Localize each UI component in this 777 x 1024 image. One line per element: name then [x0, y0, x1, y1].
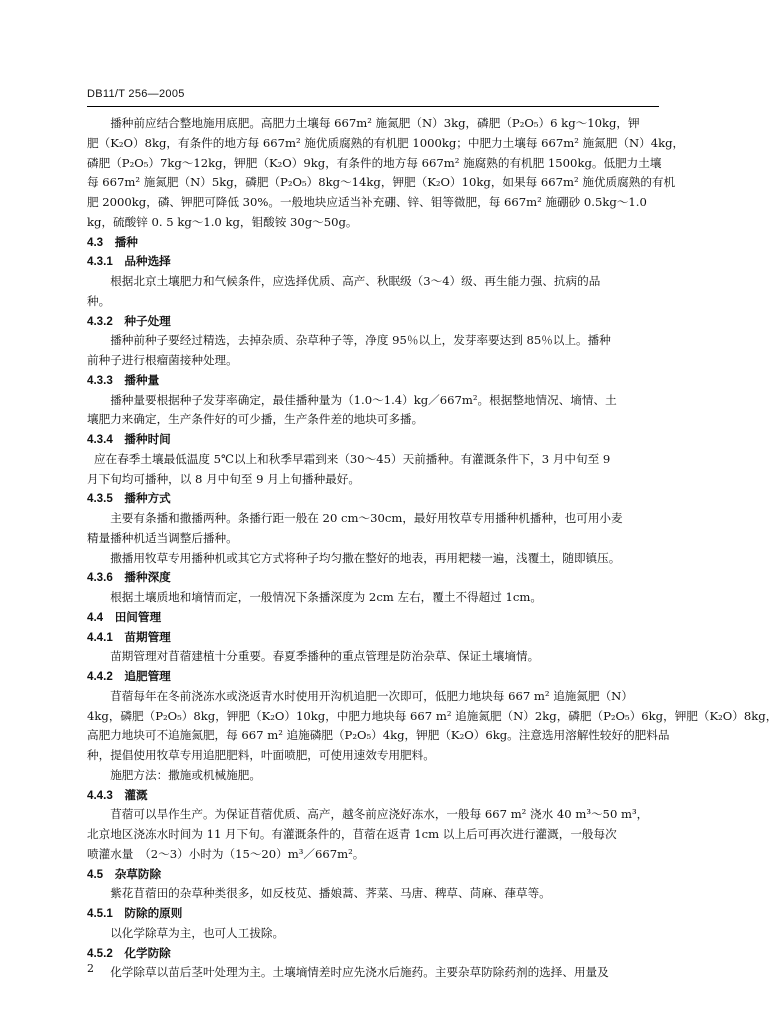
body-text-line: 高肥力地块可不追施氮肥，每 667 m² 追施磷肥（P₂O₅）4kg，钾肥（K₂O）6kg。注意选用溶解性较好的肥料品	[87, 728, 670, 743]
body-text-line: 4kg，磷肥（P₂O₅）8kg，钾肥（K₂O）10kg，中肥力地块每 667 m² 追施氮肥（N）2kg，磷肥（P₂O₅）6kg，钾肥（K₂O）8kg，	[87, 708, 777, 723]
body-text-line: 应在春季土壤最低温度 5℃以上和秋季早霜到来（30～45）天前播种。有灌溉条件下，3 月中旬至 9	[94, 451, 611, 466]
body-text-line: 苜蓿可以旱作生产。为保证苜蓿优质、高产，越冬前应浇好冻水，一般每 667 m² 浇水 40 m³～50 m³，	[110, 807, 649, 822]
body-text-line: 前种子进行根瘤菌接种处理。	[87, 353, 238, 367]
body-text-line: 根据北京土壤肥力和气候条件，应选择优质、高产、秋眠级（3～4）级、再生能力强、抗病的品	[110, 274, 601, 288]
body-text-line: 化学除草以苗后茎叶处理为主。土壤墒情差时应先浇水后施药。主要杂草防除药剂的选择、用量及	[110, 965, 609, 980]
section-heading: 4.3.3 播种量	[87, 373, 160, 387]
body-text-line: 播种量要根据种子发芽率确定，最佳播种量为（1.0～1.4）kg／667m²。根据整地情况、墒情、土	[110, 392, 617, 407]
section-heading: 4.3.5 播种方式	[87, 492, 171, 506]
section-heading: 4.3 播种	[87, 235, 138, 249]
section-heading: 4.4.2 追肥管理	[87, 670, 171, 683]
body-text-line: 肥（K₂O）8kg，有条件的地方每 667m² 施优质腐熟的有机肥 1000kg；中肥力土壤每 667m² 施氮肥（N）4kg，	[87, 135, 685, 150]
body-text-line: 北京地区浇冻水时间为 11 月下旬。有灌溉条件的，苜蓿在返青 1cm 以上后可再次进行灌溉，一般每次	[87, 827, 617, 841]
body-text-line: 播种前种子要经过精选，去掉杂质、杂草种子等，净度 95％以上，发芽率要达到 85％以上。播种	[110, 333, 611, 348]
section-heading: 4.5 杂草防除	[87, 867, 162, 881]
body-text-line: 撒播用牧草专用播种机或其它方式将种子均匀撒在整好的地表，再用耙耧一遍，浅覆土，随即镇压。	[110, 550, 621, 565]
body-text-line: 主要有条播和撒播两种。条播行距一般在 20 cm～30cm，最好用牧草专用播种机播种，也可用小麦	[110, 511, 623, 525]
body-text-line: 月下旬均可播种，以 8 月中旬至 9 月上旬播种最好。	[87, 471, 360, 486]
section-heading: 4.3.2 种子处理	[87, 314, 171, 328]
body-text-line: 精量播种机适当调整后播种。	[87, 530, 238, 545]
body-text-line: 紫花苜蓿田的杂草种类很多，如反枝苋、播娘蒿、荠菜、马唐、稗草、苘麻、葎草等。	[110, 886, 551, 901]
body-text-line: 壤肥力来确定，生产条件好的可少播，生产条件差的地块可多播。	[87, 412, 424, 427]
document-body	[87, 114, 777, 983]
body-text-line: 根据土壤质地和墒情而定，一般情况下条播深度为 2cm 左右，覆土不得超过 1cm。	[110, 590, 542, 604]
body-text-line: kg，硫酸锌 0. 5 kg～1.0 kg，钼酸铵 30g～50g。	[87, 214, 358, 229]
document-code-header: DB11/T 256—2005	[87, 88, 185, 100]
body-text-line: 施肥方法：撒施或机械施肥。	[110, 767, 261, 782]
body-text-line: 每 667m² 施氮肥（N）5kg，磷肥（P₂O₅）8kg～14kg，钾肥（K₂O）10kg，如果每 667m² 施优质腐熟的有机	[87, 175, 676, 190]
section-heading: 4.4 田间管理	[87, 610, 162, 624]
section-heading: 4.3.1 品种选择	[87, 255, 171, 269]
body-text-line: 以化学除草为主，也可人工拔除。	[110, 925, 285, 940]
section-heading: 4.3.4 播种时间	[87, 433, 171, 446]
body-text-line: 磷肥（P₂O₅）7kg～12kg，钾肥（K₂O）9kg，有条件的地方每 667m² 施腐熟的有机肥 1500kg。低肥力土壤	[87, 155, 662, 170]
body-text-line: 苜蓿每年在冬前浇冻水或浇返青水时使用开沟机追肥一次即可，低肥力地块每 667 m² 追施氮肥（N）	[110, 688, 633, 703]
header-rule	[87, 106, 659, 107]
section-heading: 4.5.1 防除的原则	[87, 907, 183, 920]
body-text-line: 播种前应结合整地施用底肥。高肥力土壤每 667m² 施氮肥（N）3kg，磷肥（P₂O₅）6 kg～10kg，钾	[110, 116, 640, 130]
body-text-line: 苗期管理对苜蓿建植十分重要。春夏季播种的重点管理是防治杂草、保证土壤墒情。	[110, 649, 540, 664]
body-text-line: 肥 2000kg，磷、钾肥可降低 30%。一般地块应适当补充硼、锌、钼等微肥，每 667m² 施硼砂 0.5kg～1.0	[87, 195, 647, 209]
body-text-line: 喷灌水量 （2～3）小时为（15～20）m³／667m²。	[87, 846, 365, 861]
section-heading: 4.5.2 化学防除	[87, 946, 171, 960]
page-number: 2	[87, 962, 94, 975]
body-text-line: 种。	[87, 293, 111, 308]
section-heading: 4.3.6 播种深度	[87, 571, 171, 585]
body-text-line: 种，提倡使用牧草专用追肥肥料，叶面喷肥，可使用速效专用肥料。	[87, 748, 435, 762]
section-heading: 4.4.1 苗期管理	[87, 630, 171, 644]
section-heading: 4.4.3 灌溉	[87, 788, 148, 802]
